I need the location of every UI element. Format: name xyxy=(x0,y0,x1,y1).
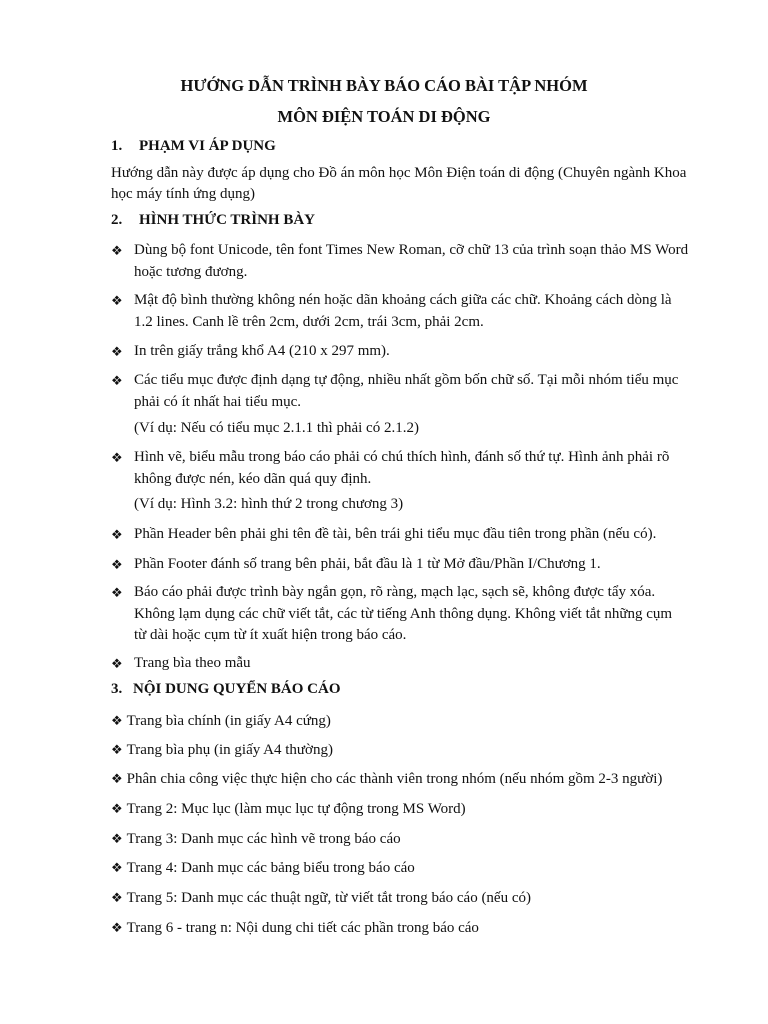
example-note: (Ví dụ: Nếu có tiểu mục 2.1.1 thì phải có 2.1.2) xyxy=(134,420,419,436)
bullet-item xyxy=(111,447,695,490)
diamond-bullet-icon: ❖ xyxy=(111,293,123,308)
bullet-item xyxy=(111,653,695,675)
bullet-text-line: hoặc tương đương. xyxy=(134,263,248,280)
bullet-text-line: Phần Header bên phải ghi tên đề tài, bên trái ghi tiểu mục đầu tiên trong phần (nếu có). xyxy=(134,526,657,542)
bullet-item xyxy=(111,341,695,363)
section-2-heading xyxy=(111,212,315,229)
bullet-text-line: Các tiểu mục được định dạng tự động, nhiều nhất gồm bốn chữ số. Tại mỗi nhóm tiểu mục xyxy=(134,372,679,388)
diamond-bullet-icon: ❖ xyxy=(111,344,123,359)
list-item-text: Trang bìa chính (in giấy A4 cứng) xyxy=(126,713,331,729)
bullet-text-line: Báo cáo phải được trình bày ngắn gọn, rõ ràng, mạch lạc, sạch sẽ, không được tẩy xóa. xyxy=(134,584,656,600)
section-1-heading xyxy=(111,138,276,155)
section-3-heading xyxy=(111,681,341,698)
list-item xyxy=(111,798,466,820)
list-item-text: Trang 2: Mục lục (làm mục lục tự động trong MS Word) xyxy=(126,801,466,817)
section-2-title: HÌNH THỨC TRÌNH BÀY xyxy=(139,212,316,228)
bullet-text-line: Phần Footer đánh số trang bên phải, bắt đầu là 1 từ Mở đầu/Phần I/Chương 1. xyxy=(134,556,601,572)
doc-title-line-1: HƯỚNG DẪN TRÌNH BÀY BÁO CÁO BÀI TẬP NHÓM xyxy=(180,76,588,95)
bullet-text-line: không được nén, kéo dãn quá quy định. xyxy=(134,470,372,487)
diamond-bullet-icon: ❖ xyxy=(111,801,123,816)
diamond-bullet-icon: ❖ xyxy=(111,831,123,846)
example-note: (Ví dụ: Hình 3.2: hình thứ 2 trong chương 3) xyxy=(134,496,404,512)
bullet-text-line: In trên giấy trắng khổ A4 (210 x 297 mm). xyxy=(134,343,390,359)
bullet-text-line: Trang bìa theo mẫu xyxy=(134,655,251,671)
bullet-item xyxy=(111,582,695,647)
list-item-text: Trang bìa phụ (in giấy A4 thường) xyxy=(126,742,333,758)
bullet-text-line: phải có ít nhất hai tiểu mục. xyxy=(134,393,302,410)
list-item-text: Trang 6 - trang n: Nội dung chi tiết các phần trong báo cáo xyxy=(126,920,479,936)
list-item-text: Trang 5: Danh mục các thuật ngữ, từ viết tắt trong báo cáo (nếu có) xyxy=(126,890,531,906)
bullet-item xyxy=(111,554,695,576)
section-1-paragraph-line-2: học máy tính ứng dụng) xyxy=(111,186,255,202)
list-item xyxy=(111,887,531,909)
list-item xyxy=(111,710,331,732)
list-item xyxy=(111,739,333,761)
diamond-bullet-icon: ❖ xyxy=(111,920,123,935)
list-item xyxy=(111,768,662,790)
list-item xyxy=(111,857,415,879)
diamond-bullet-icon: ❖ xyxy=(111,860,123,875)
diamond-bullet-icon: ❖ xyxy=(111,585,123,600)
bullet-text-line: Dùng bộ font Unicode, tên font Times New Roman, cỡ chữ 13 của trình soạn thảo MS Word xyxy=(134,242,689,258)
bullet-item xyxy=(111,524,695,546)
list-item-text: Trang 3: Danh mục các hình vẽ trong báo cáo xyxy=(126,831,401,847)
diamond-bullet-icon: ❖ xyxy=(111,557,123,572)
list-item xyxy=(111,917,479,939)
diamond-bullet-icon: ❖ xyxy=(111,373,123,388)
bullet-text-line: Không lạm dụng các chữ viết tắt, các từ tiếng Anh thông dụng. Không viết tắt những cụm xyxy=(134,605,673,622)
section-3-title: NỘI DUNG QUYỂN BÁO CÁO xyxy=(133,681,341,697)
diamond-bullet-icon: ❖ xyxy=(111,527,123,542)
diamond-bullet-icon: ❖ xyxy=(111,243,123,258)
diamond-bullet-icon: ❖ xyxy=(111,890,123,905)
bullet-text-line: 1.2 lines. Canh lề trên 2cm, dưới 2cm, trái 3cm, phải 2cm. xyxy=(134,313,484,330)
diamond-bullet-icon: ❖ xyxy=(111,742,123,757)
section-1-paragraph-line-1: Hướng dẫn này được áp dụng cho Đồ án môn học Môn Điện toán di động (Chuyên ngành Khoa xyxy=(111,165,687,181)
bullet-item xyxy=(111,240,695,283)
bullet-item xyxy=(111,290,695,333)
diamond-bullet-icon: ❖ xyxy=(111,656,123,671)
diamond-bullet-icon: ❖ xyxy=(111,450,123,465)
list-item xyxy=(111,828,401,850)
bullet-item xyxy=(111,370,695,413)
bullet-text-line: Mật độ bình thường không nén hoặc dãn khoảng cách giữa các chữ. Khoảng cách dòng là xyxy=(134,292,672,308)
list-item-text: Phân chia công việc thực hiện cho các thành viên trong nhóm (nếu nhóm gồm 2-3 người) xyxy=(126,771,663,787)
section-2-number: 2. xyxy=(111,212,123,228)
section-1-title: PHẠM VI ÁP DỤNG xyxy=(139,138,276,154)
list-item-text: Trang 4: Danh mục các bảng biểu trong báo cáo xyxy=(126,860,415,876)
diamond-bullet-icon: ❖ xyxy=(111,771,123,786)
section-3-number: 3. xyxy=(111,681,123,697)
diamond-bullet-icon: ❖ xyxy=(111,713,123,728)
doc-title-line-2: MÔN ĐIỆN TOÁN DI ĐỘNG xyxy=(277,107,491,126)
bullet-text-line: từ dài hoặc cụm từ ít xuất hiện trong báo cáo. xyxy=(134,627,407,643)
bullet-text-line: Hình vẽ, biểu mẫu trong báo cáo phải có chú thích hình, đánh số thứ tự. Hình ảnh phải rõ xyxy=(134,449,670,465)
section-1-number: 1. xyxy=(111,138,123,154)
